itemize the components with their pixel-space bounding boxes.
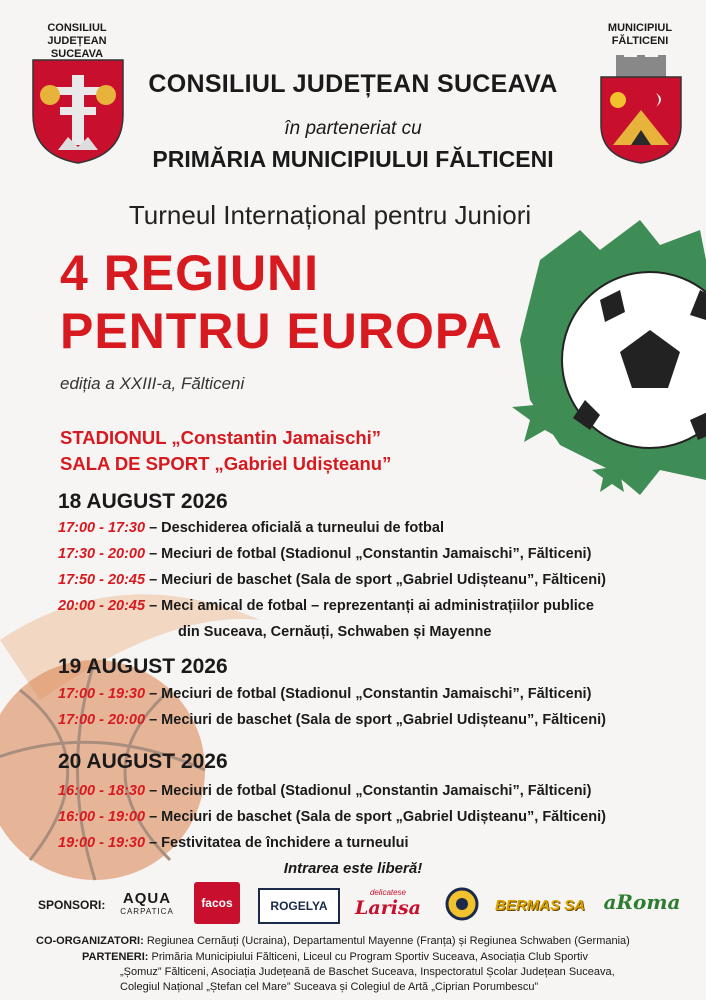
falticeni-coat-of-arms-icon [598,55,684,165]
schedule-row: 19:00 - 19:30 – Festivitatea de închidere a turneului [58,835,409,851]
schedule-row: 16:00 - 19:00 – Meciuri de baschet (Sala de sport „Gabriel Udișteanu”, Fălticeni) [58,809,606,825]
header-county-council: CONSILIUL JUDEȚEAN SUCEAVA [148,70,558,98]
tournament-subtitle: Turneul Internațional pentru Juniori [128,200,532,230]
schedule-row: 17:00 - 20:00 – Meciuri de baschet (Sala de sport „Gabriel Udișteanu”, Fălticeni) [58,712,606,728]
sponsor-aqua-carpatica-logo: AQUA CARPATICA [120,890,174,916]
sponsor-aroma-logo: aRoma [603,890,681,914]
header-partnership: în parteneriat cu [284,118,422,139]
partners-line: Colegiul Național „Ștefan cel Mare” Suceava și Colegiul de Artă „Ciprian Porumbescu” [120,981,539,993]
day-date: 18 AUGUST 2026 [58,490,228,513]
tournament-edition: ediția a XXIII-a, Fălticeni [60,374,245,393]
crest-right-label: MUNICIPIUL FĂLTICENI [607,22,673,47]
schedule-row: 17:30 - 20:00 – Meciuri de fotbal (Stadionul „Constantin Jamaischi”, Fălticeni) [58,546,592,562]
suceava-coat-of-arms-icon [28,55,128,165]
crest-left-label: CONSILIUL JUDEȚEAN SUCEAVA [47,22,107,60]
day-date: 19 AUGUST 2026 [58,655,228,678]
schedule-row: 17:00 - 17:30 – Deschiderea oficială a turneului de fotbal [58,520,445,536]
partners-line: „Șomuz” Fălticeni, Asociația Județeană de Baschet Suceava, Inspectoratul Școlar Județean Suceava, [120,966,615,978]
schedule-row: 17:00 - 19:30 – Meciuri de fotbal (Stadionul „Constantin Jamaischi”, Fălticeni) [58,686,592,702]
tournament-title-line2: PENTRU EUROPA [60,303,503,359]
sponsor-emblem-icon [445,887,479,921]
venue-sports-hall: SALA DE SPORT „Gabriel Udișteanu” [60,453,392,474]
coorganizers-line: CO-ORGANIZATORI: Regiunea Cernăuți (Ucraina), Departamentul Mayenne (Franța) și Regiunea Schwaben (Germania) [36,935,630,947]
schedule-row: 17:50 - 20:45 – Meciuri de baschet (Sala de sport „Gabriel Udișteanu”, Fălticeni) [58,572,606,588]
sponsor-facos-logo: facos [194,882,240,924]
free-entry-note: Intrarea este liberă! [283,860,423,877]
schedule-row: 16:00 - 18:30 – Meciuri de fotbal (Stadionul „Constantin Jamaischi”, Fălticeni) [58,783,592,799]
partners-line: PARTENERI: Primăria Municipiului Fălticeni, Liceul cu Program Sportiv Suceava, Asociația Club Sportiv [82,951,589,963]
sponsor-bermas-logo: BERMAS SA [494,896,585,914]
schedule-row: 20:00 - 20:45 – Meci amical de fotbal – reprezentanți ai administrațiilor publice [58,598,594,614]
sponsor-larisa-logo: delicatese Larisa [355,887,421,919]
venue-stadium: STADIONUL „Constantin Jamaischi” [60,427,382,448]
sponsors-label: SPONSORI: [38,898,106,912]
day-date: 20 AUGUST 2026 [58,750,228,773]
sponsor-rogelya-logo: ROGELYA [258,888,340,924]
schedule-row-continuation: din Suceava, Cernăuți, Schwaben și Mayenne [178,624,492,640]
tournament-title-line1: 4 REGIUNI [60,245,320,301]
header-city-hall: PRIMĂRIA MUNICIPIULUI FĂLTICENI [152,146,554,172]
